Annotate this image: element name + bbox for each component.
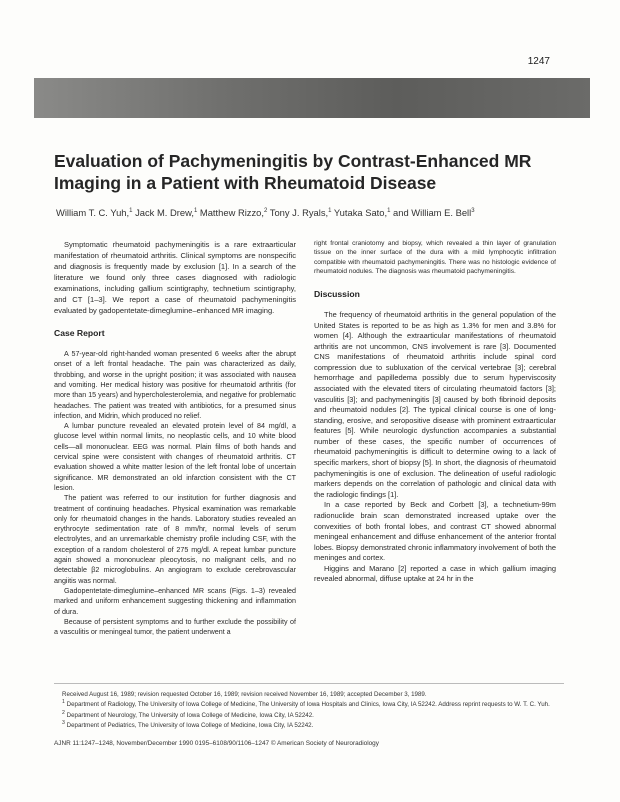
author: Matthew Rizzo, (199, 207, 264, 218)
author: Tony J. Ryals, (269, 207, 329, 218)
header-banner (34, 78, 590, 118)
footnote-text: Department of Neurology, The University of Iowa College of Medicine, Iowa City, IA 52242. (66, 711, 314, 719)
footnotes (54, 690, 574, 730)
footnote-marker: 1 (62, 699, 65, 706)
body-paragraph: The frequency of rheumatoid arthritis in the general population of the United States is reported to be as high as 1.3% for men and 3.8% for women [4]. Although the extraarticular manifestations of rheumatoid arthritis are not uncommon, CNS involvement is rare [3]. Documented CNS manifestations of rheumatoid arthritis include spinal cord compression due to subluxation of the cervical vertebrae [3]; cerebral hemorrhage and papilledema possibly due to serum hyperviscosity associated with the elevated titers of circulating rheumatoid factors [3]; vasculitis [3]; and pachymeningitis [3] caused by both fibrinoid deposits and rheumatoid nodules [2]. The typical clinical course is one of long-standing, erosive, and seropositive disease with prominent extraarticular features [5]. While neurologic dysfunction accompanies a substantial number of these cases, the specific number of occurrences of rheumatoid pachymeningitis is difficult to determine owing to a lack of specific markers, short of biopsy [5]. In short, the diagnosis of rheumatoid pachymeningitis is one of exclusion. The delineation of useful radiologic markers depends on the correlation of pathologic and clinical data with the radiologic findings [1]. (314, 309, 556, 499)
body-paragraph: A 57-year-old right-handed woman presented 6 weeks after the abrupt onset of a left frontal headache. The pain was characterized as daily, throbbing, and worse in the upright position; it was associated with nausea and vomiting. Her medical history was positive for rheumatoid arthritis (for more than 15 years) and hypercholesterolemia, and negative for problematic headaches. The patient was treated with antibiotics, for a presumed sinus infection, and Midrin, which produced no relief. (54, 350, 296, 420)
right-column (314, 239, 556, 585)
author: Yutaka Sato, (333, 207, 388, 218)
footnote-marker: 2 (62, 709, 65, 716)
author-affiliation: 1 (129, 207, 133, 214)
author-affiliation: 3 (471, 207, 475, 214)
footnote-marker: 3 (62, 720, 65, 727)
footnote-text: Department of Radiology, The University of Iowa College of Medicine, The University of Iowa Hospitals and Clinics, Iowa City, IA 52242. Address reprint requests to W. T. C. Yuh. (66, 701, 550, 709)
footnote (54, 710, 574, 720)
body-paragraph: The patient was referred to our institution for further diagnosis and treatment of continuing headaches. Physical examination was remarkable only for rheumatoid changes in the hands. Laboratory studies revealed an erythrocyte sedimentation rate of 8 mm/hr, normal levels of serum electrolytes, and an unremarkable chemistry profile including CSF, with the exception of a random cholesterol of 275 mg/dl. A repeat lumbar puncture again showed a mononuclear pleocytosis, no malignant cells, and no detectable β2 microglobulins. An angiogram to exclude cerebrovascular angiitis was normal. (54, 494, 296, 585)
body-paragraph: Higgins and Marano [2] reported a case in which gallium imaging revealed abnormal, diffuse uptake at 24 hr in the (314, 563, 556, 584)
author: and William E. Bell (393, 207, 472, 218)
footnote (54, 720, 574, 730)
abstract-paragraph: Symptomatic rheumatoid pachymeningitis is a rare extraarticular manifestation of rheumatoid arthritis. Clinical symptoms are nonspecific and diagnosis is frequently made by exclusion [1]. In a search of the literature we found only three cases diagnosed with radiologic examinations, including gallium scintigraphy, technetium scintigraphy, and CT [1–3]. We report a case of rheumatoid pachymeningitis evaluated by gadopentetate-dimeglumine–enhanced MR imaging. (54, 240, 296, 316)
page-number: 1247 (527, 56, 550, 67)
author-affiliation: 2 (264, 207, 268, 214)
author-affiliation: 1 (387, 207, 391, 214)
discussion-heading: Discussion (314, 288, 360, 299)
received-dates: Received August 16, 1989; revision requested October 16, 1989; revision received November 16, 1989; accepted December 3, 1989. (62, 691, 427, 698)
footnote-text: Department of Pediatrics, The University of Iowa College of Medicine, Iowa City, IA 52242. (66, 722, 314, 730)
body-paragraph: right frontal craniotomy and biopsy, which revealed a thin layer of granulation tissue on the inner surface of the dura with a mild lymphocytic infiltration compatible with rheumatoid pachymeningitis. There was no histologic evidence of rheumatoid nodules. The diagnosis was rheumatoid pachymeningitis. (314, 240, 556, 276)
body-paragraph: A lumbar puncture revealed an elevated protein level of 84 mg/dl, a glucose level within normal limits, no neoplastic cells, and 10 white blood cells—all mononuclear. EEG was normal. Plain films of both hands and cervical spine were consistent with changes of rheumatoid arthritis. CT evaluation showed a white matter lesion of the left frontal lobe of uncertain significance. MR demonstrated an old infarction consistent with the CT lesion. (54, 422, 296, 492)
body-paragraph: Because of persistent symptoms and to further exclude the possibility of a vasculitis or meningeal tumor, the patient underwent a (54, 617, 296, 637)
body-paragraph: In a case reported by Beck and Corbett [3], a technetium-99m radionuclide brain scan demonstrated increased uptake over the convexities of both frontal lobes, and contrast CT showed abnormal meningeal enhancement and diffuse enhancement of the anterior frontal lobes. Biopsy demonstrated chronic inflammatory involvement of both the meninges and cortex. (314, 500, 556, 563)
body-paragraph: Gadopentetate-dimeglumine–enhanced MR scans (Figs. 1–3) revealed marked and uniform enhancement suggesting thickening and inflammation of dura. (54, 586, 296, 616)
footnote (54, 699, 574, 709)
author: William T. C. Yuh, (56, 207, 130, 218)
case-report-heading: Case Report (54, 328, 105, 339)
author-affiliation: 1 (328, 207, 332, 214)
footnote-divider (54, 683, 564, 684)
journal-citation: AJNR 11:1247–1248, November/December 1990 0195–6108/90/1106–1247 © American Society of Neuroradiology (54, 740, 379, 747)
author-list (56, 207, 576, 218)
author: Jack M. Drew, (135, 207, 194, 218)
author-affiliation: 1 (193, 207, 198, 214)
article-title: Evaluation of Pachymeningitis by Contrast-Enhanced MR Imaging in a Patient with Rheumatoid Disease (54, 151, 532, 194)
left-column (54, 239, 296, 637)
